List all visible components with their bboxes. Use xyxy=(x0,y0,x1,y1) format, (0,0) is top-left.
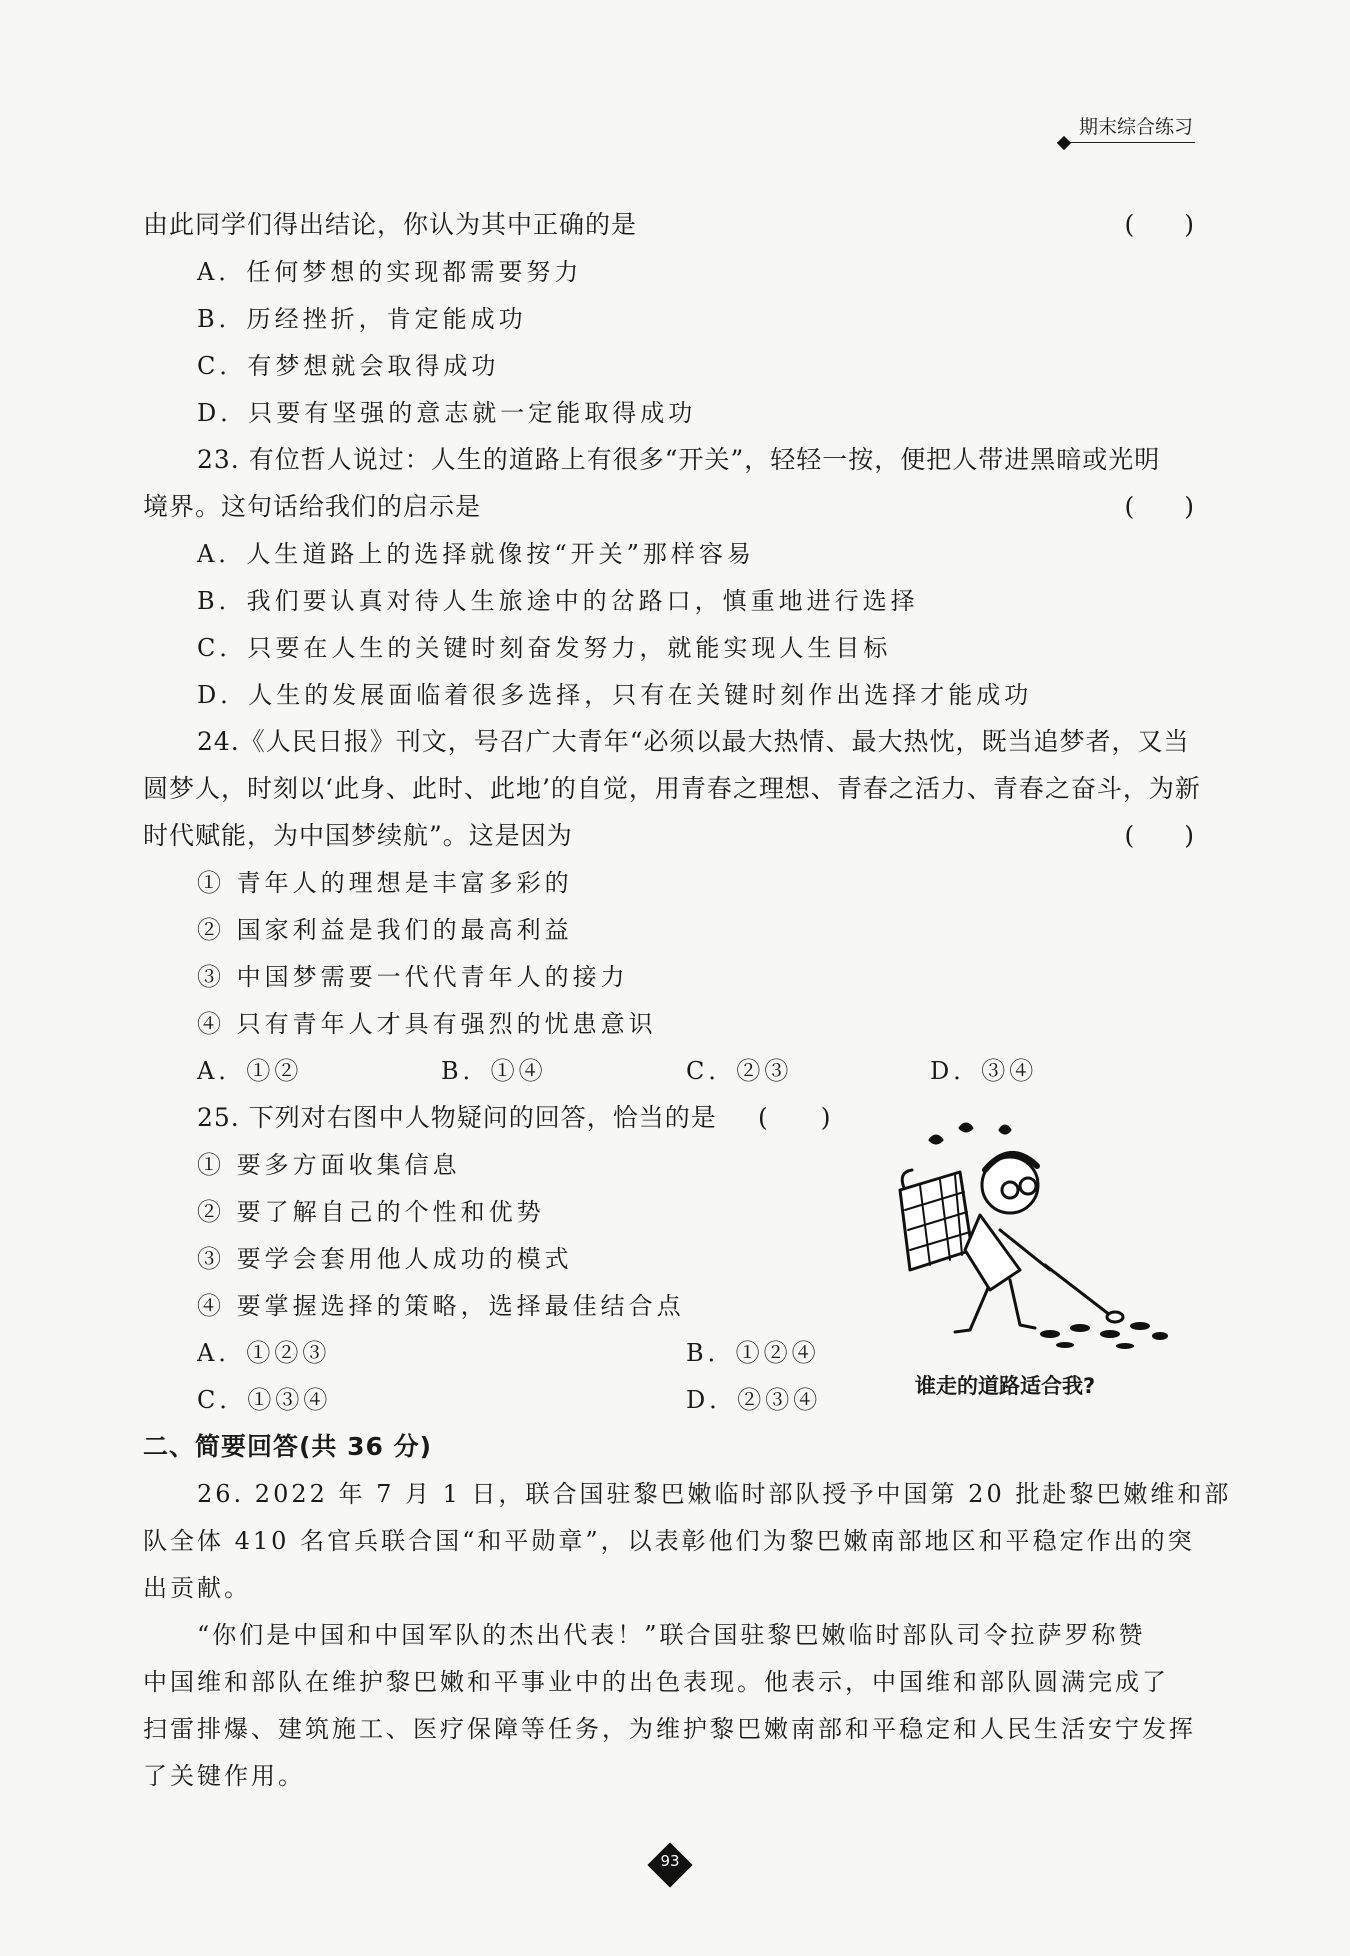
sweat-drop xyxy=(930,1136,942,1143)
q25-statement-2: ② 要了解自己的个性和优势 xyxy=(197,1198,545,1226)
q23-option-c: C．只要在人生的关键时刻奋发努力，就能实现人生目标 xyxy=(197,634,892,662)
header-title: 期末综合练习 xyxy=(1078,116,1193,138)
q26-para1-line1: 26. 2022 年 7 月 1 日，联合国驻黎巴嫩临时部队授予中国第 20 批赴黎巴嫩维和部 xyxy=(197,1480,1232,1508)
q23-answer-paren: ( ) xyxy=(1124,492,1194,521)
footprints xyxy=(1040,1322,1168,1349)
q24-answer-paren: ( ) xyxy=(1124,821,1194,850)
q24-option-b: B．①④ xyxy=(441,1057,547,1085)
q24-statement-3: ③ 中国梦需要一代代青年人的接力 xyxy=(197,963,629,991)
body xyxy=(965,1215,1020,1290)
q24-statement-2: ② 国家利益是我们的最高利益 xyxy=(197,916,573,944)
q23-option-a: A．人生道路上的选择就像按“开关”那样容易 xyxy=(197,540,755,568)
q24-stem-line3: 时代赋能，为中国梦续航”。这是因为 xyxy=(143,821,573,850)
q23-option-b: B．我们要认真对待人生旅途中的岔路口，慎重地进行选择 xyxy=(197,587,919,615)
q22-answer-paren: ( ) xyxy=(1124,210,1194,239)
sweat-drop xyxy=(960,1124,972,1131)
q26-para1-line2: 队全体 410 名官兵联合国“和平勋章”，以表彰他们为黎巴嫩南部地区和平稳定作出的突 xyxy=(143,1527,1195,1555)
q22-option-d: D．只要有坚强的意志就一定能取得成功 xyxy=(197,399,697,427)
q25-answer-paren: ( ) xyxy=(758,1103,832,1132)
q26-para2-line3: 扫雷排爆、建筑施工、医疗保障等任务，为维护黎巴嫩南部和平稳定和人民生活安宁发挥 xyxy=(143,1715,1196,1743)
q26-para2-line4: 了关键作用。 xyxy=(143,1762,305,1790)
cartoon-caption: 谁走的道路适合我? xyxy=(915,1374,1096,1398)
q26-para2-line2: 中国维和部队在维护黎巴嫩和平事业中的出色表现。他表示，中国维和部队圆满完成了 xyxy=(143,1668,1169,1696)
q25-option-b: B．①②④ xyxy=(686,1339,820,1367)
q25-option-d: D．②③④ xyxy=(686,1386,822,1414)
q23-option-d: D．人生的发展面临着很多选择，只有在关键时刻作出选择才能成功 xyxy=(197,681,1033,709)
running-header xyxy=(1057,112,1195,143)
q25-option-c: C．①③④ xyxy=(197,1386,332,1414)
q23-stem-line2: 境界。这句话给我们的启示是 xyxy=(143,492,482,521)
q22-option-c: C．有梦想就会取得成功 xyxy=(197,352,500,380)
q24-option-c: C．②③ xyxy=(686,1057,793,1085)
q26-para1-line3: 出贡献。 xyxy=(143,1574,251,1602)
q24-statement-1: ① 青年人的理想是丰富多彩的 xyxy=(197,869,573,897)
diamond-icon xyxy=(1057,136,1071,150)
q22-option-b: B．历经挫折，肯定能成功 xyxy=(197,305,527,333)
q24-statement-4: ④ 只有青年人才具有强烈的忧患意识 xyxy=(197,1010,657,1038)
q26-para2-line1: “你们是中国和中国军队的杰出代表！”联合国驻黎巴嫩临时部队司令拉萨罗称赞 xyxy=(197,1621,1146,1649)
q24-option-d: D．③④ xyxy=(930,1057,1038,1085)
q22-stem: 由此同学们得出结论，你认为其中正确的是 xyxy=(143,210,638,239)
q25-statement-1: ① 要多方面收集信息 xyxy=(197,1151,461,1179)
q25-statement-4: ④ 要掌握选择的策略，选择最佳结合点 xyxy=(197,1292,685,1320)
q25-stem: 25. 下列对右图中人物疑问的回答，恰当的是 xyxy=(197,1103,717,1132)
q24-stem-line2: 圆梦人，时刻以‘此身、此时、此地’的自觉，用青春之理想、青春之活力、青春之奋斗，为新 xyxy=(143,774,1201,803)
sweat-drop xyxy=(1000,1126,1010,1133)
q23-stem-line1: 23. 有位哲人说过：人生的道路上有很多“开关”，轻轻一按，便把人带进黑暗或光明 xyxy=(197,445,1161,474)
section-2-title: 二、简要回答(共 36 分) xyxy=(143,1432,433,1461)
page-number-badge xyxy=(648,1843,692,1887)
q24-option-a: A．①② xyxy=(197,1057,303,1085)
walking-stick xyxy=(1045,1265,1110,1315)
cartoon-illustration xyxy=(860,1120,1180,1360)
q24-stem-line1: 24.《人民日报》刊文，号召广大青年“必须以最大热情、最大热忱，既当追梦者，又当 xyxy=(197,727,1190,756)
page-number: 93 xyxy=(660,1852,680,1870)
q25-statement-3: ③ 要学会套用他人成功的模式 xyxy=(197,1245,573,1273)
q22-option-a: A．任何梦想的实现都需要努力 xyxy=(197,258,583,286)
q25-option-a: A．①②③ xyxy=(197,1339,331,1367)
